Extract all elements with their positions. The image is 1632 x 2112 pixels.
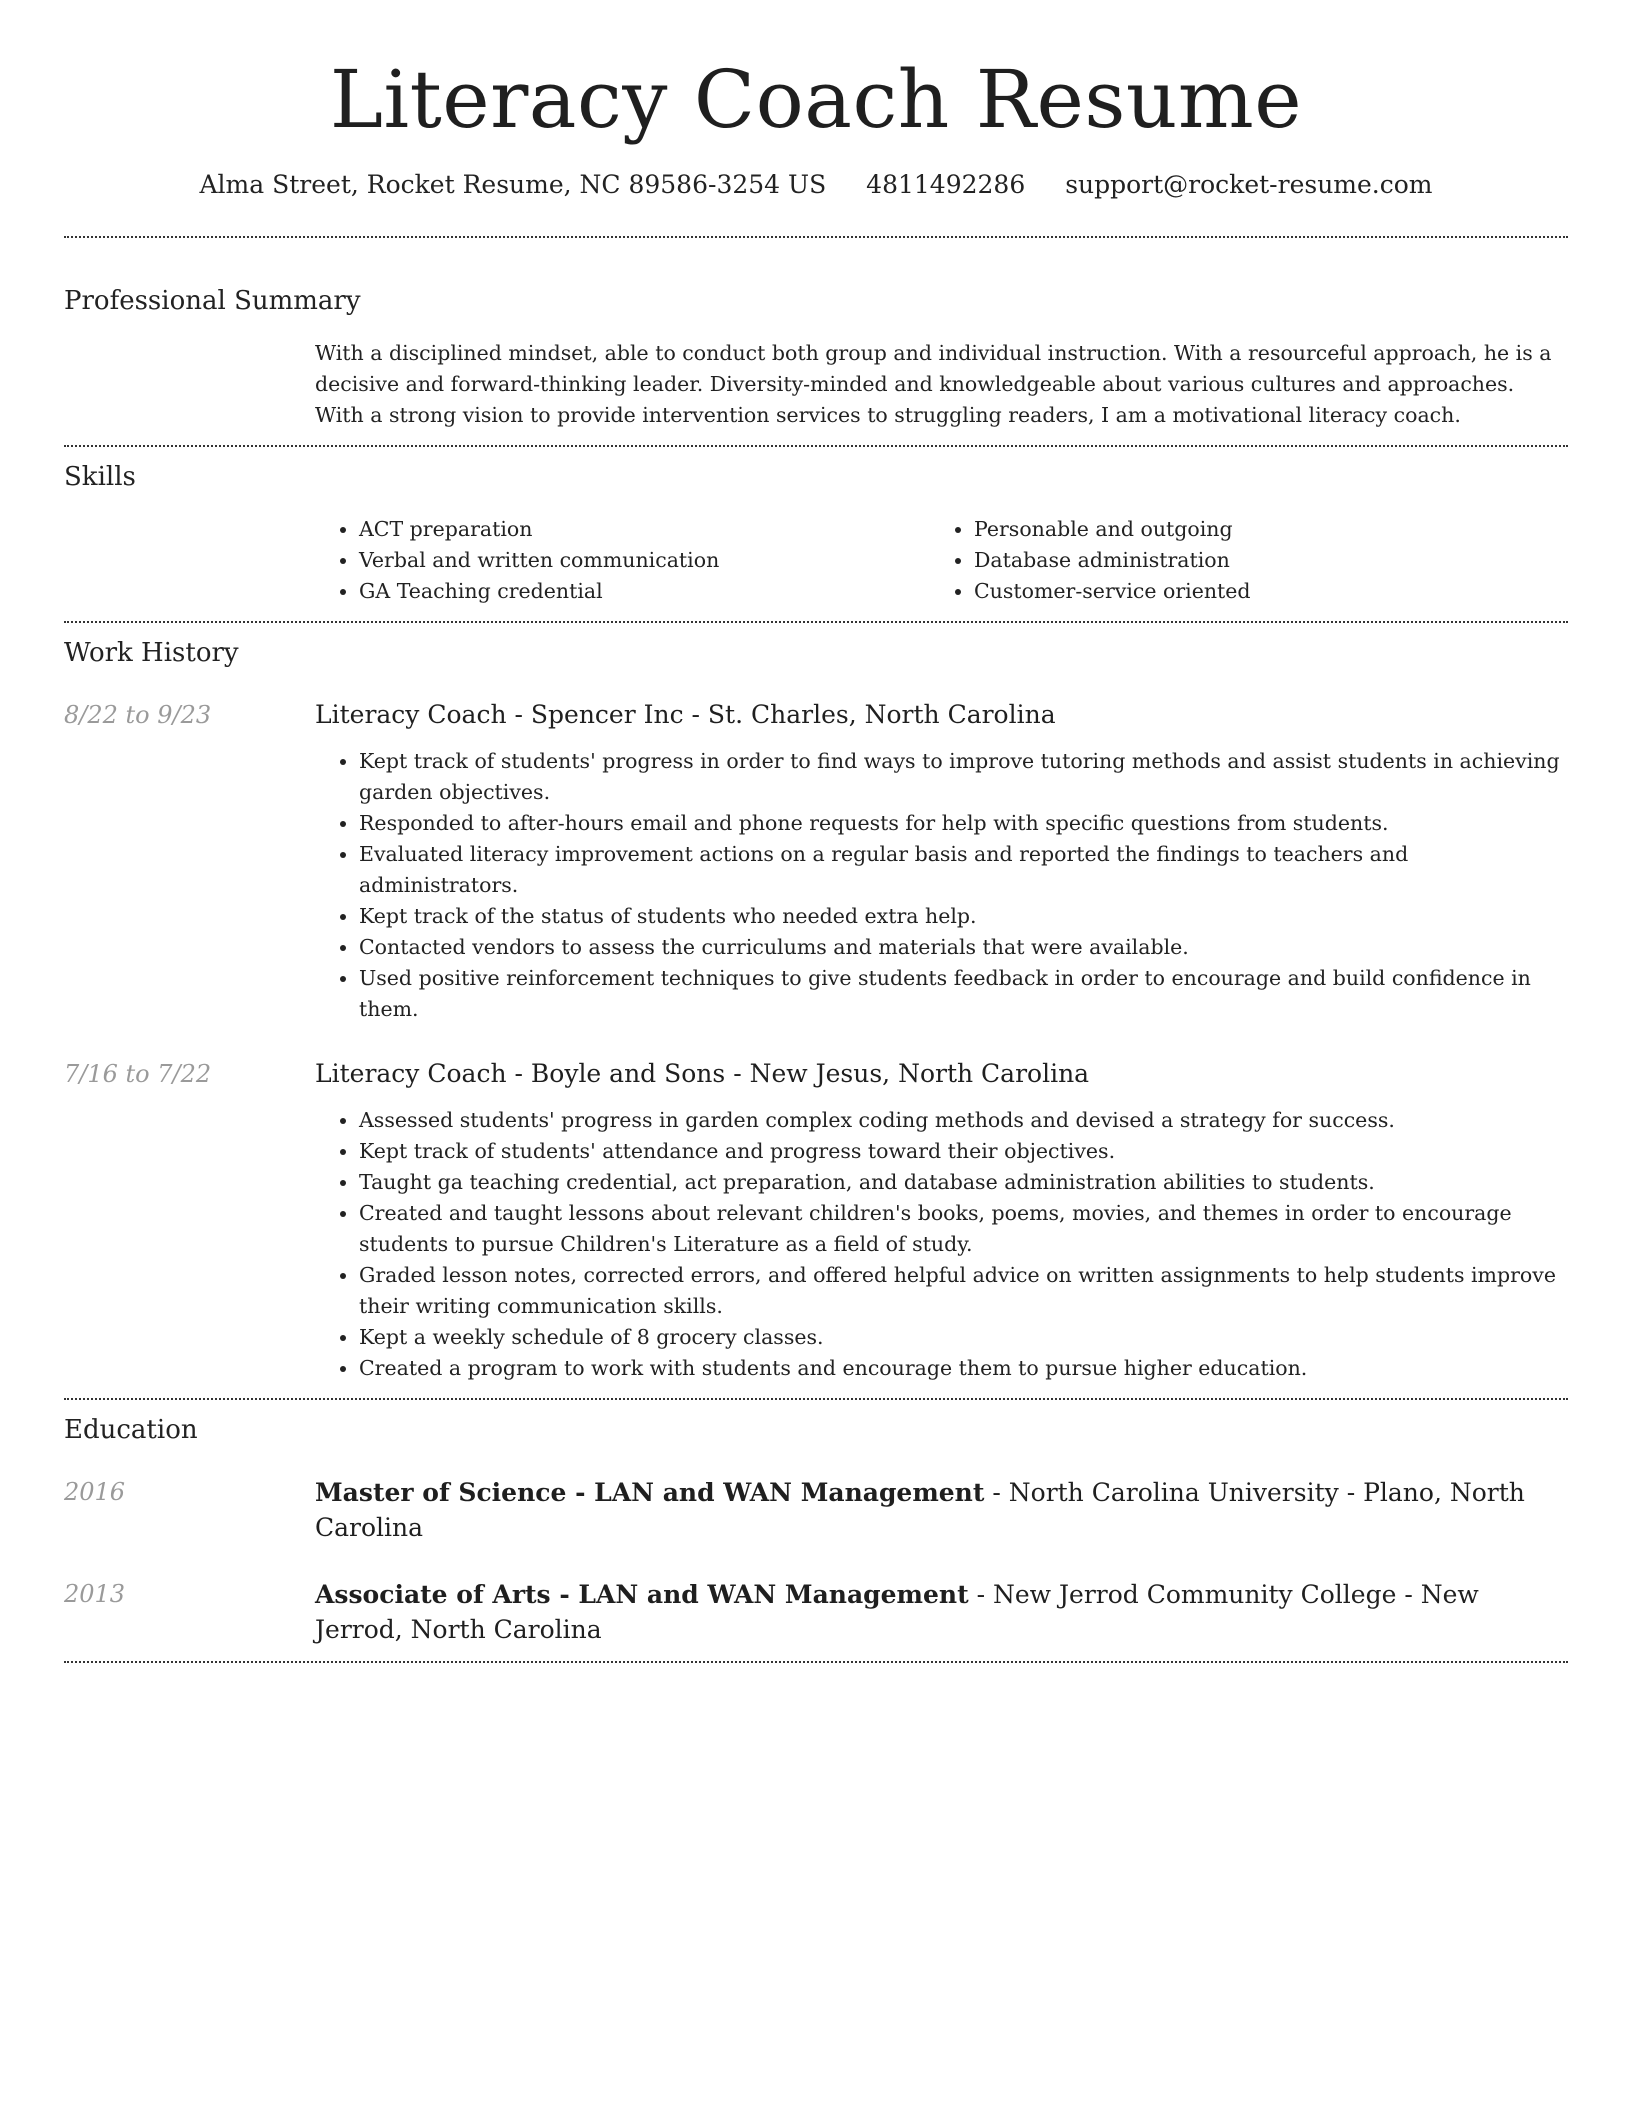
job-title: Literacy Coach - Boyle and Sons - New Jesus, North Carolina [315, 1059, 1090, 1088]
resume-header [64, 0, 1568, 202]
skill-item: • GA Teaching credential [359, 576, 930, 607]
work-history-heading: Work History [64, 638, 239, 668]
education-school: - New Jerrod Community College - New Jerrod, North Carolina [315, 1580, 1479, 1644]
job-entry [64, 1057, 1568, 1384]
skills-section [64, 447, 1568, 621]
education-details [315, 1577, 1568, 1647]
job-bullets [315, 746, 1568, 1025]
education-year: 2013 [64, 1580, 126, 1608]
job-entry [64, 698, 1568, 1025]
summary-text: With a disciplined mindset, able to conduct both group and individual instruction. With a resourceful approach, he is a decisive and forward-thinking leader. Diversity-minded and knowledgeable about various cultures and approaches. With a strong vision to provide intervention services to struggling readers, I am a motivational literacy coach. [315, 341, 1552, 427]
education-school: - North Carolina University - Plano, North Carolina [315, 1478, 1525, 1542]
job-bullet: • Taught ga teaching credential, act preparation, and database administration abilities to students. [359, 1167, 1568, 1198]
skill-item: • Customer-service oriented [974, 576, 1545, 607]
job-bullet: • Kept track of students' attendance and progress toward their objectives. [359, 1136, 1568, 1167]
work-history-section [64, 623, 1568, 1398]
skill-item: • Verbal and written communication [359, 545, 930, 576]
skill-item: • Database administration [974, 545, 1545, 576]
job-bullet: • Created and taught lessons about relevant children's books, poems, movies, and themes in order to encourage students to pursue Children's Literature as a field of study. [359, 1198, 1568, 1260]
skills-heading: Skills [64, 462, 136, 492]
education-year: 2016 [64, 1478, 126, 1506]
job-dates: 7/16 to 7/22 [64, 1060, 212, 1088]
education-degree: Associate of Arts - LAN and WAN Management [315, 1580, 969, 1609]
divider [64, 1661, 1568, 1663]
job-bullet: • Kept track of the status of students who needed extra help. [359, 901, 1568, 932]
education-entry [64, 1577, 1568, 1647]
job-bullet: • Contacted vendors to assess the curriculums and materials that were available. [359, 932, 1568, 963]
job-bullet: • Evaluated literacy improvement actions on a regular basis and reported the findings to teachers and administrators. [359, 839, 1568, 901]
job-body [315, 698, 1568, 1025]
education-heading: Education [64, 1415, 198, 1445]
job-dates: 8/22 to 9/23 [64, 701, 212, 729]
skill-item: • Personable and outgoing [974, 514, 1545, 545]
education-degree: Master of Science - LAN and WAN Management [315, 1478, 985, 1507]
job-bullet: • Created a program to work with students and encourage them to pursue higher education. [359, 1353, 1568, 1384]
skills-column-left [315, 514, 930, 607]
job-bullet: • Used positive reinforcement techniques to give students feedback in order to encourage and build confidence in them. [359, 963, 1568, 1025]
job-body [315, 1057, 1568, 1384]
job-bullet: • Graded lesson notes, corrected errors, and offered helpful advice on written assignments to help students improve their writing communication skills. [359, 1260, 1568, 1322]
summary-section [64, 238, 1568, 445]
job-bullets [315, 1105, 1568, 1384]
education-section [64, 1400, 1568, 1661]
job-title: Literacy Coach - Spencer Inc - St. Charles, North Carolina [315, 700, 1056, 729]
job-bullet: • Kept a weekly schedule of 8 grocery classes. [359, 1322, 1568, 1353]
skills-grid [315, 514, 1568, 607]
job-bullet: • Responded to after-hours email and phone requests for help with specific questions from students. [359, 808, 1568, 839]
skills-column-right [930, 514, 1545, 607]
summary-heading: Professional Summary [64, 286, 361, 316]
job-bullet: • Assessed students' progress in garden complex coding methods and devised a strategy for success. [359, 1105, 1568, 1136]
skill-item: • ACT preparation [359, 514, 930, 545]
job-bullet: • Kept track of students' progress in order to find ways to improve tutoring methods and assist students in achieving garden objectives. [359, 746, 1568, 808]
contact-line [64, 168, 1568, 202]
contact-email: support@rocket-resume.com [1065, 170, 1433, 199]
education-entry [64, 1475, 1568, 1545]
contact-address: Alma Street, Rocket Resume, NC 89586-3254 US [199, 170, 827, 199]
resume-title: Literacy Coach Resume [329, 53, 1303, 146]
education-details [315, 1475, 1568, 1545]
contact-phone: 4811492286 [866, 170, 1026, 199]
